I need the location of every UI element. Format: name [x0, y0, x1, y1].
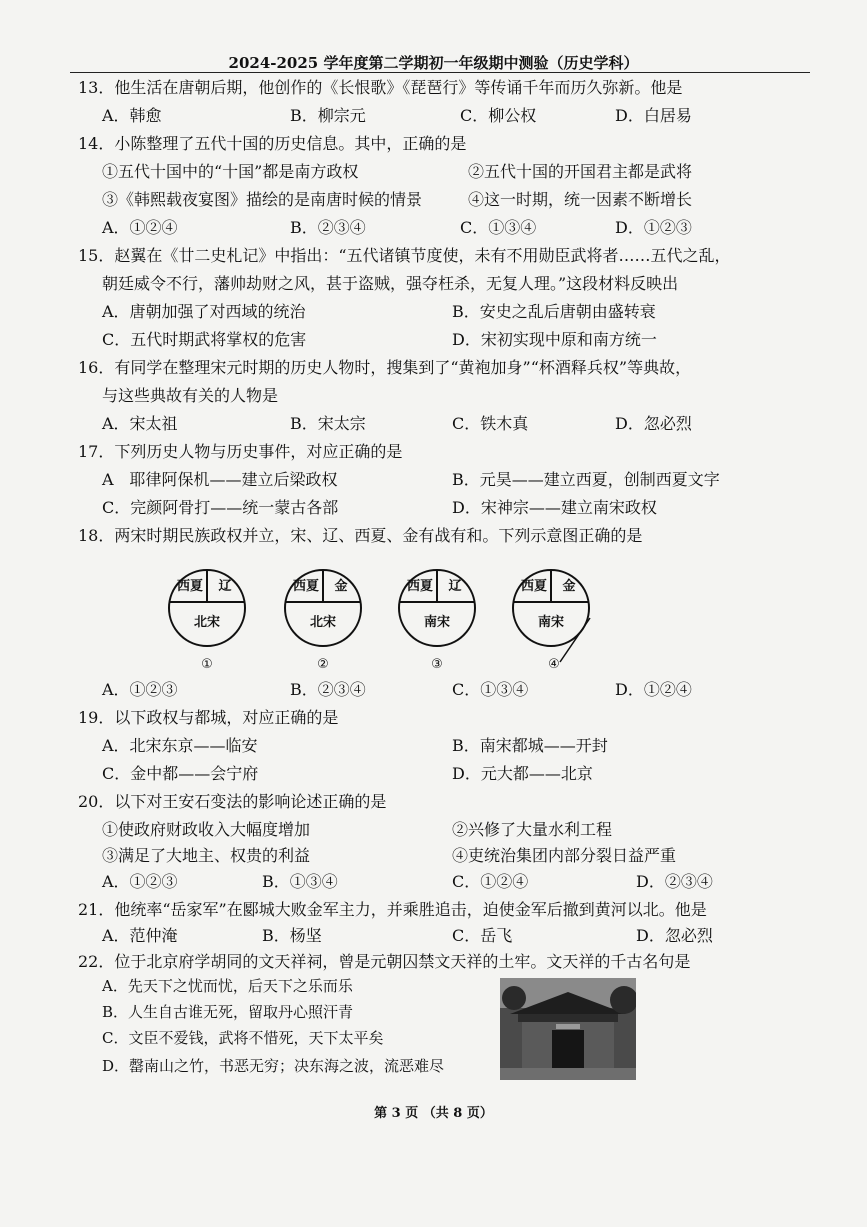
q18-c2-top-right: 金: [334, 579, 348, 594]
q17-option-c[interactable]: C．完颜阿骨打——统一蒙古各部: [102, 498, 339, 517]
q20-statement-3: ③满足了大地主、权贵的利益: [102, 846, 311, 865]
q13-option-d[interactable]: D．白居易: [615, 106, 692, 125]
q19-option-a[interactable]: A．北宋东京——临安: [102, 736, 258, 755]
q14-stem: 14．小陈整理了五代十国的历史信息。其中，正确的是: [78, 134, 467, 153]
q18-c4-number: ④: [548, 657, 560, 672]
q15-option-d[interactable]: D．宋初实现中原和南方统一: [452, 330, 657, 349]
q16-option-c[interactable]: C．铁木真: [452, 414, 529, 433]
q19-option-c[interactable]: C．金中都——会宁府: [102, 764, 259, 783]
q15-option-b[interactable]: B．安史之乱后唐朝由盛转衰: [452, 302, 656, 321]
q18-c4-top-right: 金: [562, 579, 576, 594]
q13-option-c[interactable]: C．柳公权: [460, 106, 537, 125]
wen-tianxiang-shrine-photo: [500, 978, 636, 1080]
q18-c3-number: ③: [431, 657, 443, 672]
q19-option-b[interactable]: B．南宋都城——开封: [452, 736, 608, 755]
q15-stem-line-1: 15．赵翼在《廿二史札记》中指出：“五代诸镇节度使，未有不用勋臣武将者……五代之乱，: [78, 246, 731, 265]
q13-option-a[interactable]: A．韩愈: [102, 106, 162, 125]
q18-circle-1: [169, 570, 245, 672]
q20-option-d[interactable]: D．②③④: [636, 872, 713, 891]
q18-circle-3: [399, 570, 475, 672]
q14-statement-1: ①五代十国中的“十国”都是南方政权: [102, 162, 359, 181]
q18-c3-top-left: 西夏: [406, 579, 434, 594]
q21-option-a[interactable]: A．范仲淹: [102, 926, 178, 945]
q18-c1-top-right: 辽: [218, 579, 232, 594]
q18-c4-bottom: 南宋: [537, 615, 565, 630]
q15-option-a[interactable]: A．唐朝加强了对西域的统治: [102, 302, 306, 321]
q14-statement-4: ④这一时期，统一因素不断增长: [468, 190, 693, 209]
q14-option-d[interactable]: D．①②③: [615, 218, 692, 237]
q19-stem: 19．以下政权与都城，对应正确的是: [78, 708, 339, 727]
q14-option-c[interactable]: C．①③④: [460, 218, 537, 237]
q14-option-b[interactable]: B．②③④: [290, 218, 366, 237]
q21-option-b[interactable]: B．杨坚: [262, 926, 322, 945]
q18-c1-number: ①: [201, 657, 213, 672]
q18-c3-bottom: 南宋: [423, 615, 451, 630]
q17-option-a[interactable]: A 耶律阿保机——建立后梁政权: [102, 470, 338, 489]
q18-c3-top-right: 辽: [448, 579, 462, 594]
q18-c2-number: ②: [317, 657, 329, 672]
q21-option-c[interactable]: C．岳飞: [452, 926, 513, 945]
q15-option-c[interactable]: C．五代时期武将掌权的危害: [102, 330, 307, 349]
header-rule: [70, 72, 810, 73]
q20-option-a[interactable]: A．①②③: [102, 872, 178, 891]
page-header: 2024-2025 学年度第二学期初一年级期中测验（历史学科）: [228, 54, 639, 72]
q18-c1-top-left: 西夏: [176, 579, 204, 594]
q14-statement-2: ②五代十国的开国君主都是武将: [468, 162, 693, 181]
q16-option-b[interactable]: B．宋太宗: [290, 414, 366, 433]
q17-option-d[interactable]: D．宋神宗——建立南宋政权: [452, 498, 657, 517]
q18-option-b[interactable]: B．②③④: [290, 680, 366, 699]
page-footer: 第 3 页 （共 8 页）: [374, 1106, 493, 1121]
q13-stem: 13．他生活在唐朝后期，他创作的《长恨歌》《琵琶行》等传诵千年而历久弥新。他是: [78, 78, 683, 97]
q20-statement-2: ②兴修了大量水利工程: [452, 820, 613, 839]
q13-option-b[interactable]: B．柳宗元: [290, 106, 366, 125]
q22-option-a[interactable]: A．先天下之忧而忧，后天下之乐而乐: [102, 977, 353, 995]
q21-stem: 21．他统率“岳家军”在郾城大败金军主力，并乘胜追击，迫使金军后撤到黄河以北。他是: [78, 900, 707, 919]
q15-stem-line-2: 朝廷威令不行，藩帅劫财之风，甚于盗贼，强夺枉杀，无复人理。”这段材料反映出: [102, 274, 679, 293]
q18-option-d[interactable]: D．①②④: [615, 680, 692, 699]
q17-option-b[interactable]: B．元昊——建立西夏，创制西夏文字: [452, 470, 720, 489]
q21-option-d[interactable]: D．忽必烈: [636, 926, 713, 945]
q14-option-a[interactable]: A．①②④: [102, 218, 178, 237]
q20-stem: 20．以下对王安石变法的影响论述正确的是: [78, 792, 387, 811]
q18-circle-4: [513, 570, 590, 672]
q22-stem: 22．位于北京府学胡同的文天祥祠，曾是元朝囚禁文天祥的土牢。文天祥的千古名句是: [78, 952, 691, 971]
q18-option-c[interactable]: C．①③④: [452, 680, 529, 699]
q22-option-c[interactable]: C．文臣不爱钱，武将不惜死，天下太平矣: [102, 1029, 384, 1047]
q16-option-a[interactable]: A．宋太祖: [102, 414, 178, 433]
q20-statement-1: ①使政府财政收入大幅度增加: [102, 820, 311, 839]
q16-stem-line-2: 与这些典故有关的人物是: [102, 386, 279, 405]
q17-stem: 17．下列历史人物与历史事件，对应正确的是: [78, 442, 403, 461]
q18-option-a[interactable]: A．①②③: [102, 680, 178, 699]
q20-option-b[interactable]: B．①③④: [262, 872, 338, 891]
q16-stem-line-1: 16．有同学在整理宋元时期的历史人物时，搜集到了“黄袍加身”“杯酒释兵权”等典故，: [78, 358, 692, 377]
q18-c2-bottom: 北宋: [309, 615, 337, 630]
q18-diagram: [150, 560, 650, 675]
q14-statement-3: ③《韩熙载夜宴图》描绘的是南唐时候的情景: [102, 190, 423, 209]
q20-statement-4: ④吏统治集团内部分裂日益严重: [452, 846, 677, 865]
q18-c4-top-left: 西夏: [520, 579, 548, 594]
q22-option-b[interactable]: B．人生自古谁无死，留取丹心照汗青: [102, 1003, 354, 1021]
q18-circle-2: [285, 570, 361, 672]
q16-option-d[interactable]: D．忽必烈: [615, 414, 692, 433]
q19-option-d[interactable]: D．元大都——北京: [452, 764, 593, 783]
q20-option-c[interactable]: C．①②④: [452, 872, 529, 891]
q18-c2-top-left: 西夏: [292, 579, 320, 594]
q22-option-d[interactable]: D．罄南山之竹，书恶无穷；决东海之波，流恶难尽: [102, 1057, 445, 1075]
q18-c1-bottom: 北宋: [193, 615, 221, 630]
q18-stem: 18．两宋时期民族政权并立，宋、辽、西夏、金有战有和。下列示意图正确的是: [78, 526, 643, 545]
